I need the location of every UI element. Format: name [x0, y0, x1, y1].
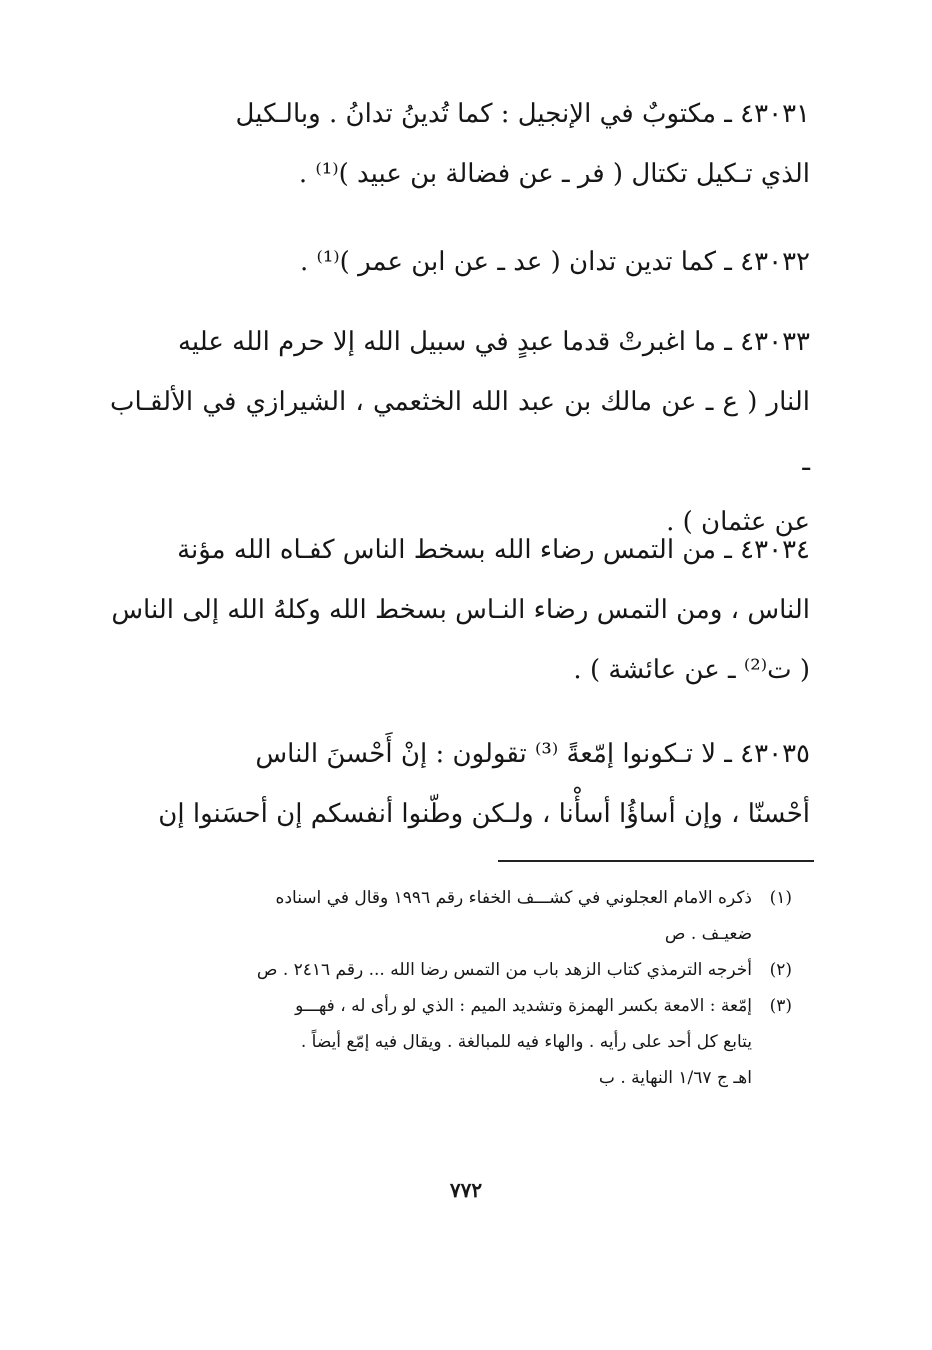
- hadith-line: ٤٣٠٣٤ ـ من التمس رضاء الله بسخط الناس كفـاه الله مؤنة: [177, 535, 810, 565]
- footnote-2: [102, 952, 792, 988]
- footnote-3: [102, 988, 792, 1096]
- hadith-line: الناس ، ومن التمس رضاء النـاس بسخط الله وكلهُ الله إلى الناس: [111, 595, 810, 625]
- hadith-line: ٤٣٠٣٥ ـ لا تـكونوا إمّعةً ⁽³⁾ تقولون : إنْ أَحْسنَ الناس: [255, 739, 810, 769]
- footnote-line: إمّعة : الامعة بكسر الهمزة وتشديد الميم : الذي لو رأى له ، فهـــو: [295, 996, 752, 1016]
- hadith-line: أحْسنّا ، وإن أساؤُا أسأْنا ، ولـكن وطّنوا أنفسكم إن أحسَنوا إن: [158, 799, 810, 829]
- hadith-line: ( ت⁽²⁾ ـ عن عائشة ) .: [573, 655, 810, 685]
- footnote-line: اهـ ج ١/٦٧ النهاية . ب: [598, 1068, 752, 1088]
- hadith-43034: [110, 520, 810, 700]
- hadith-43032: [110, 232, 810, 292]
- hadith-43033: [110, 312, 810, 552]
- hadith-line: ٤٣٠٣٢ ـ كما تدين تدان ( عد ـ عن ابن عمر )⁽¹⁾ .: [299, 247, 810, 277]
- footnote-line: يتابع كل أحد على رأيه . والهاء فيه للمبالغة . ويقال فيه إمّع أيضاً .: [300, 1032, 752, 1052]
- footnote-marker: (٢): [769, 960, 792, 980]
- page-number: ٧٧٢: [449, 1178, 483, 1202]
- footnote-line: ذكره الامام العجلوني في كشـــف الخفاء رقم ١٩٩٦ وقال في اسناده: [275, 888, 752, 908]
- footnotes: [102, 880, 792, 1096]
- footnote-line: أخرجه الترمذي كتاب الزهد باب من التمس رضا الله ... رقم ٢٤١٦ . ص: [256, 960, 752, 980]
- hadith-line: ٤٣٠٣١ ـ مكتوبٌ في الإنجيل : كما تُدينُ تدانُ . وبالـكيل: [235, 99, 810, 129]
- footnote-marker: (٣): [769, 996, 792, 1016]
- footnote-line: ضعيـف . ص: [664, 924, 752, 944]
- hadith-43035: [110, 724, 810, 844]
- footnote-marker: (١): [769, 888, 792, 908]
- hadith-line: ٤٣٠٣٣ ـ ما اغبرتْ قدما عبدٍ في سبيل الله إلا حرم الله عليه: [177, 327, 810, 357]
- footnote-1: [102, 880, 792, 952]
- footnote-divider: [498, 860, 814, 862]
- hadith-line: الذي تـكيل تكتال ( فر ـ عن فضالة بن عبيد )⁽¹⁾ .: [298, 159, 810, 189]
- hadith-line: عن عثمان ) .: [666, 507, 810, 537]
- hadith-43031: [110, 84, 810, 204]
- hadith-line: النار ( ع ـ عن مالك بن عبد الله الخثعمي ، الشيرازي في الألقـاب ـ: [110, 387, 810, 477]
